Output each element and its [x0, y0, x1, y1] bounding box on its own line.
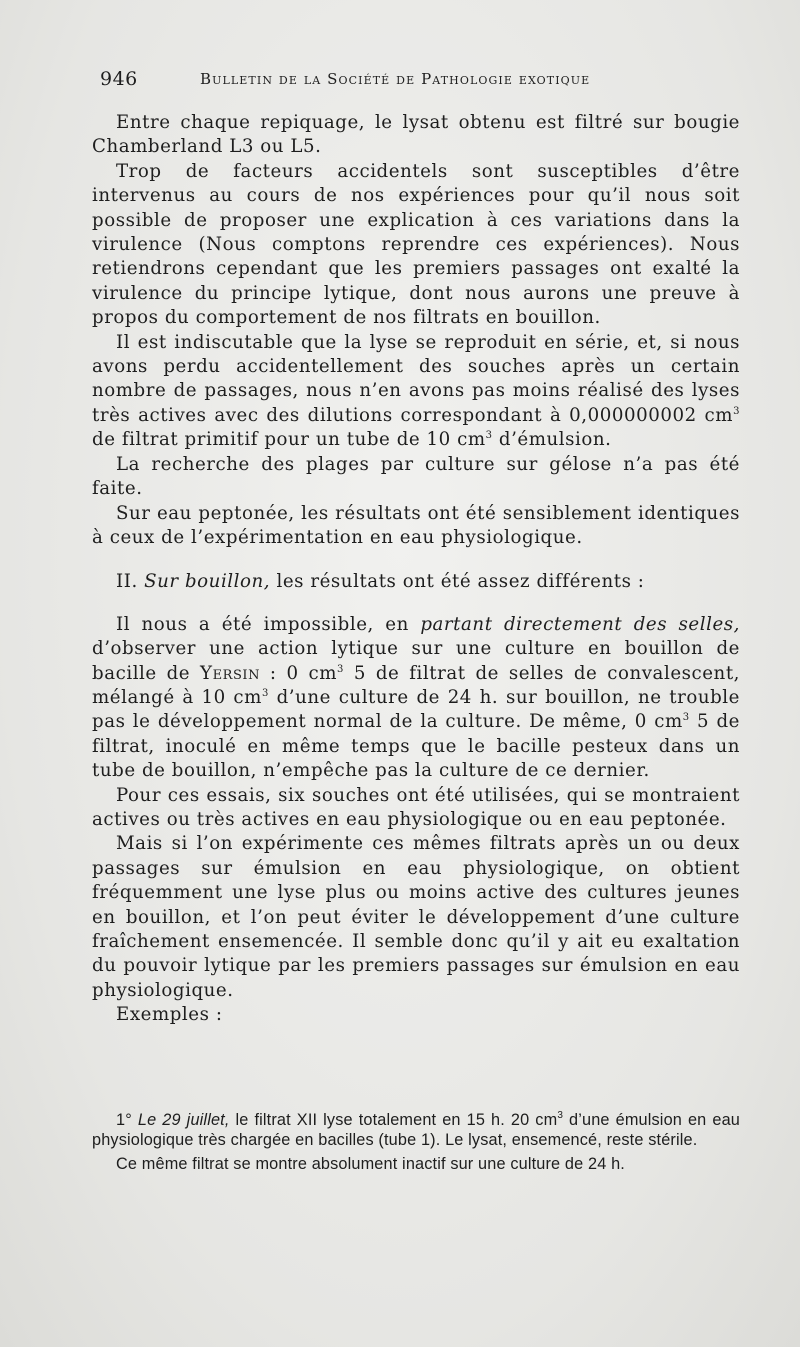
paragraph-accidental-factors: Trop de facteurs accidentels sont susceptibles d’être intervenus au cours de nos expériences pour qu’il nous soit possible de proposer une explication à ces variations dans la virulence (Nous comptons reprendre ces expériences). Nous retiendrons cependant que les premiers passages ont exalté la virulence du principe lytique, dont nous aurons une preuve à propos du comportement de nos filtrats en bouillon. [92, 160, 740, 329]
superscript-3: 3 [733, 405, 740, 417]
paragraph-serial-lysis [92, 331, 740, 453]
broth-text-italic: partant directement des selles, [420, 613, 740, 635]
example-text-b: d’une émulsion en eau physiologique très chargée en bacilles (tube 1). Le lysat, ensemencé, reste stérile. [92, 1111, 740, 1150]
example-date: Le 29 juillet, [137, 1111, 230, 1129]
superscript-3: 3 [557, 1110, 564, 1121]
paragraph-filtration: Entre chaque repiquage, le lysat obtenu est filtré sur bougie Chamberland L3 ou L5. [92, 112, 740, 158]
section-heading-rest: les résultats ont été assez différents : [270, 571, 645, 593]
paragraph-peptone-water: Sur eau peptonée, les résultats ont été sensiblement identiques à ceux de l’expérimentation en eau physiologique. [92, 502, 740, 548]
superscript-3: 3 [682, 712, 690, 724]
section-heading-broth [92, 570, 740, 594]
section-number: II. [116, 571, 145, 593]
example-1 [92, 1110, 740, 1151]
example-number: 1° [116, 1111, 138, 1129]
example-1-continued: Ce même filtrat se montre absolument inactif sur une culture de 24 h. [116, 1154, 625, 1173]
page-number: 946 [100, 68, 138, 90]
paragraph-plaques: La recherche des plages par culture sur gélose n’a pas été faite. [92, 453, 740, 500]
broth-text-e: : 0 cm [260, 662, 338, 684]
paragraph-exaltation: Mais si l’on expérimente ces mêmes filtrats après un ou deux passages sur émulsion en eau physiologique, on obtient fréquemment une lyse plus ou moins active des cultures jeunes en bouillon, et l’on peut éviter le développement d’une culture fraîchement ensemencée. Il semble donc qu’il y ait eu exaltation du pouvoir lytique par les premiers passages sur émulsion en eau physiologique. [92, 833, 740, 1001]
broth-text-g: d’une culture de 24 h. sur bouillon, ne trouble pas le développement normal de la culture. De même, 0 cm [92, 686, 740, 733]
paragraph-strains-used: Pour ces essais, six souches ont été utilisées, qui se montraient actives ou très actives en eau physiologique ou en eau peptonée. [92, 784, 740, 830]
examples-block [92, 1110, 740, 1174]
broth-text-f: 5 de filtrat de selles de convalescent, mélangé à 10 cm [92, 662, 741, 708]
main-text [92, 111, 740, 1028]
serial-lysis-text-a: Il est indiscutable que la lyse se reproduit en série, et, si nous avons perdu accidentellement des souches après un certain nombre de passages, nous n’en avons pas moins réalisé des lyses très actives avec des dilutions correspondant à 0,000000002 cm [92, 331, 740, 426]
superscript-3: 3 [337, 663, 344, 675]
paragraph-broth-results [92, 613, 740, 784]
serial-lysis-text-c: d’émulsion. [492, 429, 612, 451]
author-name-yersin: Yersin [200, 662, 261, 684]
broth-text-h: 5 de filtrat, inoculé en même temps que le bacille pesteux dans un tube de bouillon, n’empêche pas la culture de ce dernier. [92, 711, 740, 782]
serial-lysis-text-b: de filtrat primitif pour un tube de 10 cm [92, 429, 486, 451]
example-text-a: le filtrat XII lyse totalement en 15 h. 20 cm [229, 1111, 558, 1129]
broth-text-c: d’observer une action lytique sur une culture en bouillon de bacille de [92, 638, 740, 684]
superscript-3: 3 [485, 430, 493, 442]
superscript-3: 3 [261, 687, 269, 699]
page-header [100, 68, 740, 98]
broth-text-a: Il nous a été impossible, en [116, 613, 421, 635]
running-title: Bulletin de la Société de Pathologie exotique [200, 70, 591, 88]
section-title: Sur bouillon, [144, 571, 271, 593]
paragraph-examples-label: Exemples : [116, 1004, 223, 1026]
